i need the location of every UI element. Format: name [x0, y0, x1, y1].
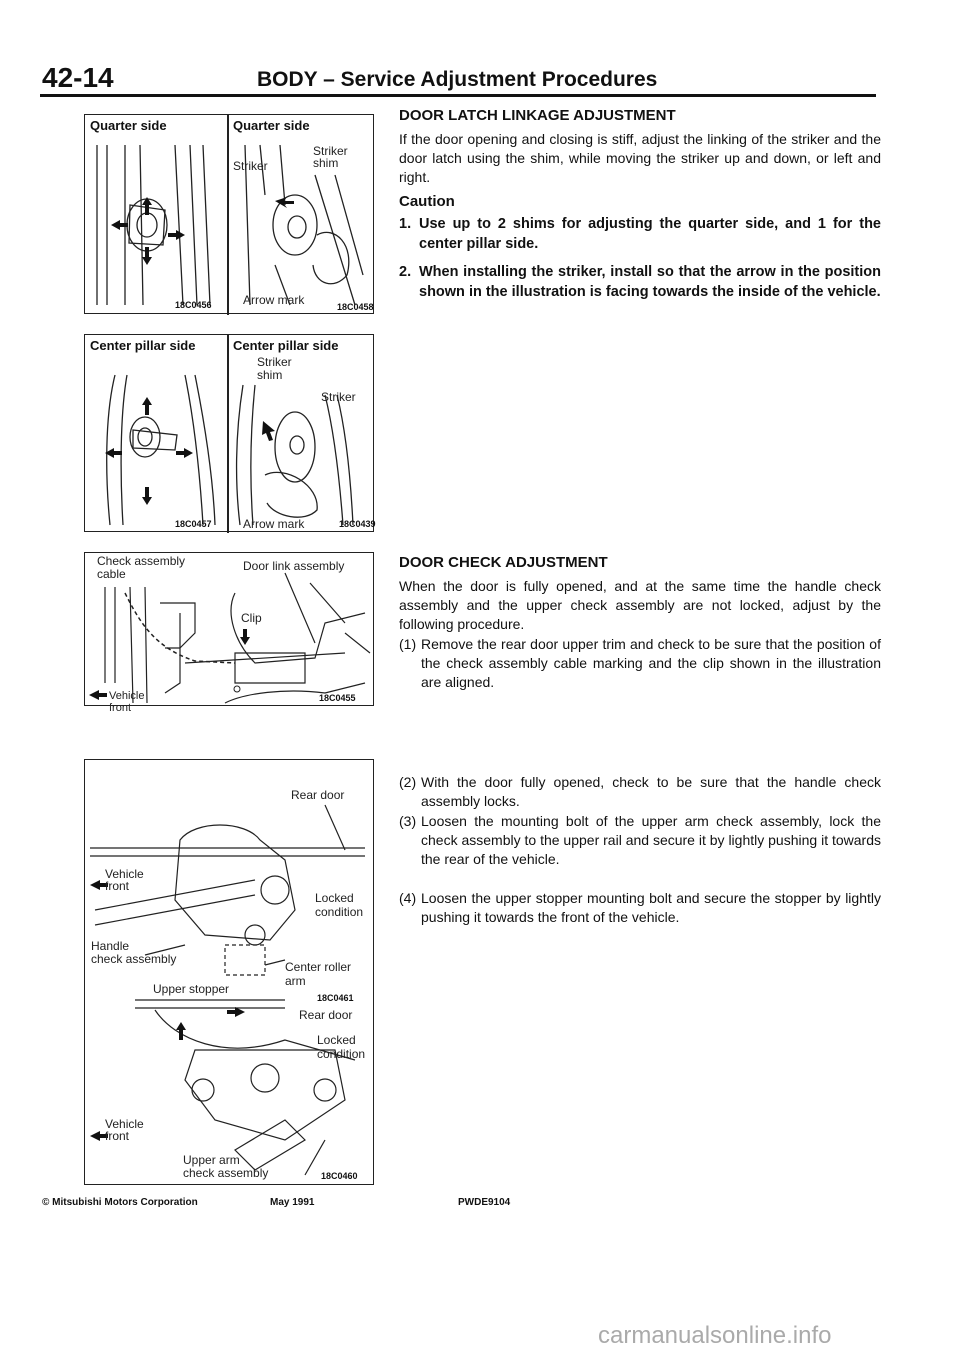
striker-shim-label: Striker shim: [313, 144, 348, 170]
locked-condition-label: Locked condition: [315, 891, 364, 919]
figure-door-check: [84, 759, 374, 1185]
step-number: (2): [399, 774, 417, 790]
footer-date: May 1991: [270, 1197, 315, 1208]
figure-code: 18C0455: [319, 693, 356, 703]
step-text: Remove the rear door upper trim and check to be sure that the position of the check assembly cable marking and the clip shown in the illustration are aligned.: [421, 636, 881, 690]
section-title: DOOR CHECK ADJUSTMENT: [399, 554, 608, 571]
figure-code: 18C0457: [175, 519, 212, 529]
figure-quarter-side: [84, 114, 374, 314]
rear-door-label: Rear door: [299, 1008, 353, 1022]
upper-arm-label: Upper arm check assembly: [183, 1153, 269, 1180]
locked-condition-label: Locked condition: [317, 1033, 366, 1061]
rear-door-label: Rear door: [291, 788, 345, 802]
copyright: © Mitsubishi Motors Corporation: [42, 1197, 198, 1208]
center-pillar-illustration: [85, 335, 375, 533]
step-number: (3): [399, 813, 417, 829]
paragraph: When the door is fully opened, and at the same time the handle check assembly and the upper check assembly are not locked, adjust by the following procedure.: [399, 578, 881, 632]
figure-center-pillar-side: [84, 334, 374, 532]
caution-number: 2.: [399, 264, 412, 280]
figure-label: Center pillar side: [233, 338, 339, 353]
upper-stopper-label: Upper stopper: [153, 982, 230, 996]
vehicle-front-label: Vehicle front: [109, 690, 145, 714]
clip-label: Clip: [241, 611, 262, 625]
striker-label: Striker: [321, 390, 356, 404]
door-link-label: Door link assembly: [243, 559, 345, 573]
doc-code: PWDE9104: [458, 1197, 511, 1208]
caution-text: Use up to 2 shims for adjusting the quarter side, and 1 for the center pillar side.: [419, 216, 881, 252]
header-rule: [40, 94, 876, 97]
check-cable-illustration: [85, 553, 375, 707]
paragraph: If the door opening and closing is stiff, adjust the linking of the striker and the door latch using the shim, while moving the striker up and down, or left and right.: [399, 131, 881, 185]
figure-check-cable: [84, 552, 374, 714]
check-cable-label: Check assembly cable: [97, 554, 186, 581]
figure-code: 18C0460: [321, 1171, 358, 1181]
center-roller-label: Center roller arm: [285, 960, 352, 988]
step-text: With the door fully opened, check to be sure that the handle check assembly locks.: [421, 774, 881, 809]
striker-label: Striker: [233, 159, 268, 173]
watermark: carmanualsonline.info: [598, 1322, 832, 1349]
step-number: (1): [399, 636, 417, 652]
handle-check-label: Handle check assembly: [91, 939, 177, 966]
caution-text: When installing the striker, install so that the arrow in the position shown in the illustration is facing towards the inside of the vehicle.: [419, 264, 881, 300]
figure-code: 18C0456: [175, 300, 212, 310]
figure-code: 18C0439: [339, 519, 376, 529]
figure-label: Quarter side: [233, 118, 310, 133]
caution-number: 1.: [399, 216, 412, 232]
vehicle-front-label: Vehicle front: [105, 1117, 144, 1143]
figure-label: Quarter side: [90, 118, 167, 133]
section-title: DOOR LATCH LINKAGE ADJUSTMENT: [399, 107, 676, 124]
step-text: Loosen the upper stopper mounting bolt and secure the stopper by lightly pushing it towards the front of the vehicle.: [421, 890, 881, 925]
figure-code: 18C0461: [317, 993, 354, 1003]
step-text: Loosen the mounting bolt of the upper arm check assembly, lock the check assembly to the upper rail and secure it by lightly pushing it towards the rear of the vehicle.: [421, 813, 881, 867]
page-title: BODY – Service Adjustment Procedures: [257, 68, 658, 91]
vehicle-front-label: Vehicle front: [105, 867, 144, 893]
caution-title: Caution: [399, 193, 455, 210]
step-number: (4): [399, 890, 417, 906]
figure-label: Center pillar side: [90, 338, 196, 353]
arrow-mark-label: Arrow mark: [243, 517, 305, 531]
arrow-mark-label: Arrow mark: [243, 293, 305, 307]
striker-shim-label: Striker shim: [257, 355, 292, 382]
figure-code: 18C0458: [337, 302, 374, 312]
page-number: 42-14: [42, 62, 114, 93]
